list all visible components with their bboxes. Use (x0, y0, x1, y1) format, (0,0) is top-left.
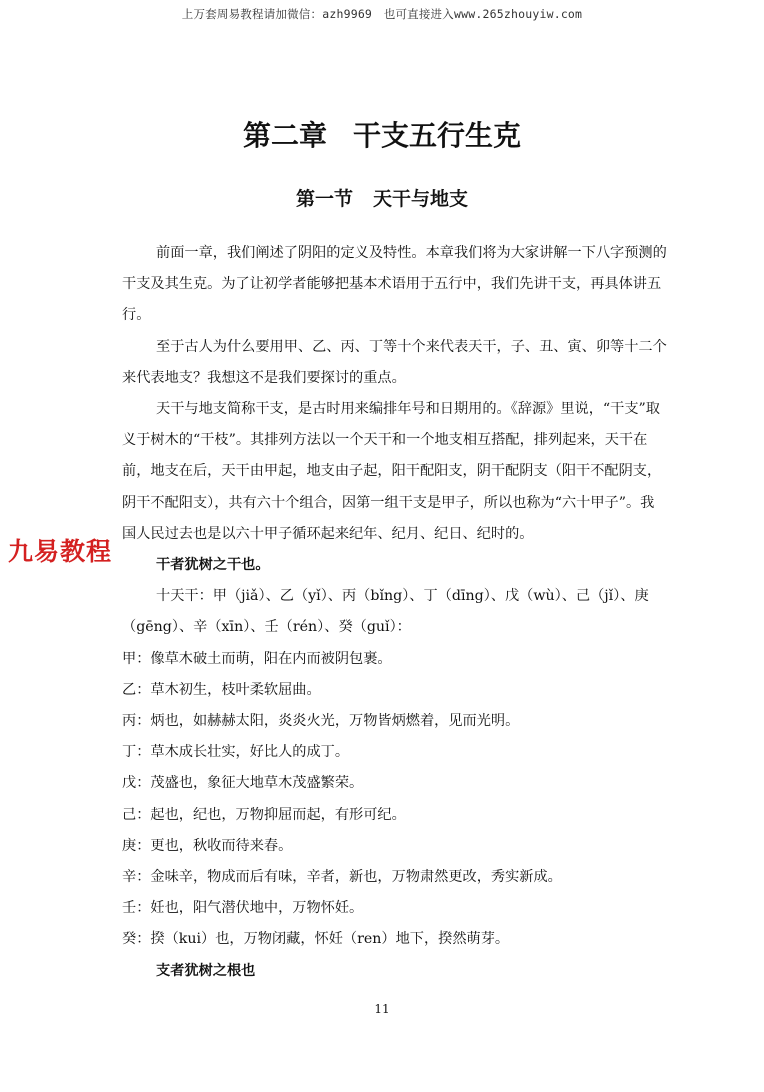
section-name: 天干与地支 (373, 188, 469, 210)
stem-line: 壬：妊也，阳气潜伏地中，万物怀妊。 (122, 900, 364, 917)
section-number: 第一节 (295, 188, 353, 210)
stem-line: 甲：像草木破土而萌，阳在内而被阴包裹。 (122, 650, 392, 667)
page-header-ad: 上万套周易教程请加微信：azh9969 也可直接进入www.265zhouyiw.com (181, 7, 583, 21)
heading-gan: 干者犹树之干也。 (156, 557, 270, 574)
stem-line: 乙：草木初生，枝叶柔软屈曲。 (122, 681, 321, 698)
paragraph-intro: 前面一章，我们阐述了阴阳的定义及特性。本章我们将为大家讲解一下八字预测的干支及其生克。为了让初学者能够把基本术语用于五行中，我们先讲干支，再具体讲五行。 (122, 245, 667, 324)
stem-line: 丙：炳也，如赫赫太阳，炎炎火光，万物皆炳燃着，见而光明。 (122, 713, 520, 730)
chapter-name: 干支五行生克 (353, 119, 522, 152)
paragraph-origin: 至于古人为什么要用甲、乙、丙、丁等十个来代表天干，子、丑、寅、卯等十二个来代表地支？我想这不是我们要探讨的重点。 (122, 338, 667, 386)
heading-zhi: 支者犹树之根也 (156, 962, 256, 979)
chapter-title (0, 114, 764, 154)
page-number: 11 (374, 1002, 390, 1016)
stem-line: 癸：揆（kui）也，万物闭藏，怀妊（ren）地下，揆然萌芽。 (122, 931, 510, 948)
ten-stems-list: 十天干：甲（jiǎ）、乙（yǐ）、丙（bǐng）、丁（dīng）、戊（wù）、己（jǐ）、庚（gēng）、辛（xīn）、壬（rén）、癸（guǐ）： (122, 588, 649, 636)
stem-line: 辛：金味辛，物成而后有味，辛者，新也，万物肃然更改，秀实新成。 (122, 869, 562, 886)
body-text (122, 238, 668, 987)
stem-line: 戊：茂盛也，象征大地草木茂盛繁荣。 (122, 775, 364, 792)
section-title (0, 184, 764, 211)
stem-line: 丁：草木成长壮实，好比人的成丁。 (122, 744, 350, 761)
chapter-number: 第二章 (242, 119, 327, 152)
stem-line: 己：起也，纪也，万物抑屈而起，有形可纪。 (122, 806, 406, 823)
paragraph-ganzhi: 天干与地支简称干支，是古时用来编排年号和日期用的。《辞源》里说，“干支”取义于树木的“干枝”。其排列方法以一个天干和一个地支相互搭配，排列起来，天干在前，地支在后，天干由甲起，地支由子起，阳干配阳支，阴干配阴支（阳干不配阴支，阴干不配阳支），共有六十个组合，因第一组干支是甲子，所以也称为“六十甲子”。我国人民过去也是以六十甲子循环起来纪年、纪月、纪日、纪时的。 (122, 401, 662, 542)
stem-line: 庚：更也，秋收而待来春。 (122, 837, 293, 854)
watermark-logo: 九易教程 (8, 537, 113, 566)
